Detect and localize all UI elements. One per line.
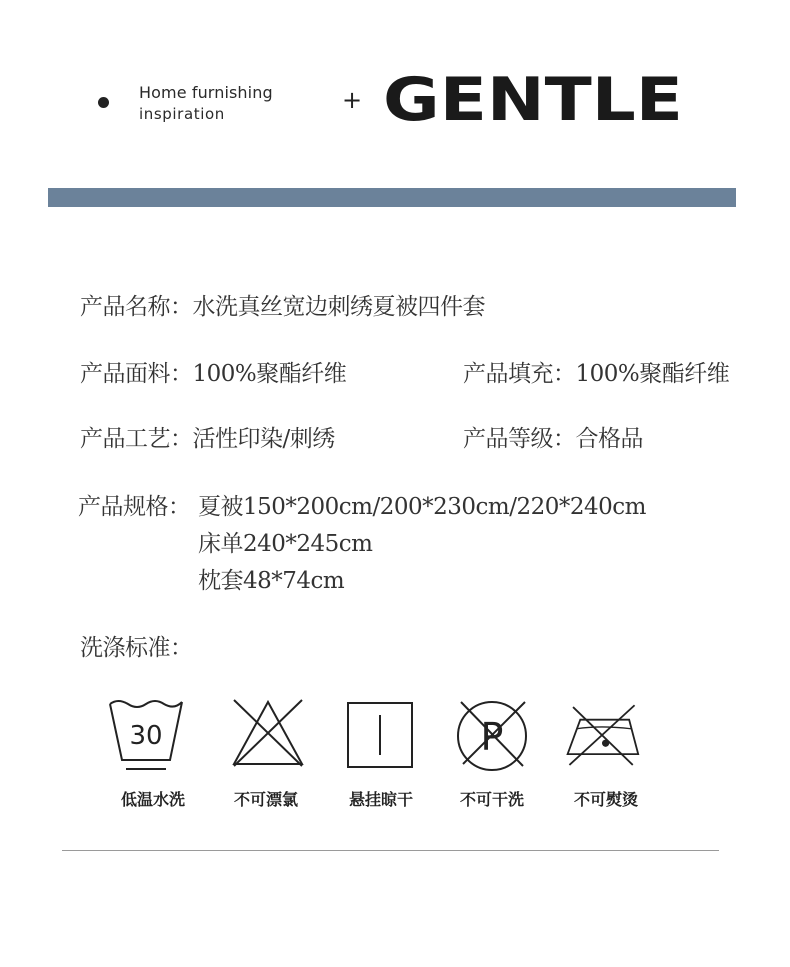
no-dry-clean-icon bbox=[455, 698, 531, 774]
care-label-dry: 悬挂晾干 bbox=[348, 790, 413, 809]
product-name: 产品名称：水洗真丝宽边刺绣夏被四件套 bbox=[80, 294, 485, 320]
svg-text:30: 30 bbox=[129, 721, 163, 751]
product-grade: 产品等级：合格品 bbox=[463, 426, 643, 452]
product-size-label: 产品规格： bbox=[78, 494, 191, 520]
product-size-line2: 床单240*245cm bbox=[198, 531, 373, 557]
hang-dry-icon bbox=[343, 698, 419, 774]
no-bleach-icon bbox=[230, 698, 306, 774]
product-fabric: 产品面料：100%聚酯纤维 bbox=[80, 361, 347, 387]
product-size-line3: 枕套48*74cm bbox=[198, 568, 345, 594]
care-label-iron: 不可熨烫 bbox=[573, 790, 638, 809]
tagline-line2: inspiration bbox=[139, 105, 225, 123]
product-filling: 产品填充：100%聚酯纤维 bbox=[463, 361, 730, 387]
care-label-dryclean: 不可干洗 bbox=[459, 790, 524, 809]
no-iron-icon bbox=[564, 698, 640, 774]
tagline-line1: Home furnishing bbox=[139, 83, 273, 102]
wash-30-icon bbox=[108, 698, 184, 774]
brand-name: GENTLE bbox=[383, 68, 683, 128]
care-title: 洗涤标准： bbox=[80, 635, 193, 661]
care-label-wash: 低温水洗 bbox=[120, 790, 185, 809]
accent-bar bbox=[48, 188, 736, 207]
brand-logo bbox=[383, 68, 685, 128]
bottom-divider bbox=[62, 850, 719, 851]
product-craft: 产品工艺：活性印染/刺绣 bbox=[80, 426, 335, 452]
svg-text:P: P bbox=[480, 715, 504, 759]
care-label-bleach: 不可漂氯 bbox=[233, 790, 298, 809]
bullet-dot bbox=[98, 97, 109, 108]
plus-sign: + bbox=[342, 86, 363, 114]
product-size-line1: 夏被150*200cm/200*230cm/220*240cm bbox=[198, 494, 646, 520]
